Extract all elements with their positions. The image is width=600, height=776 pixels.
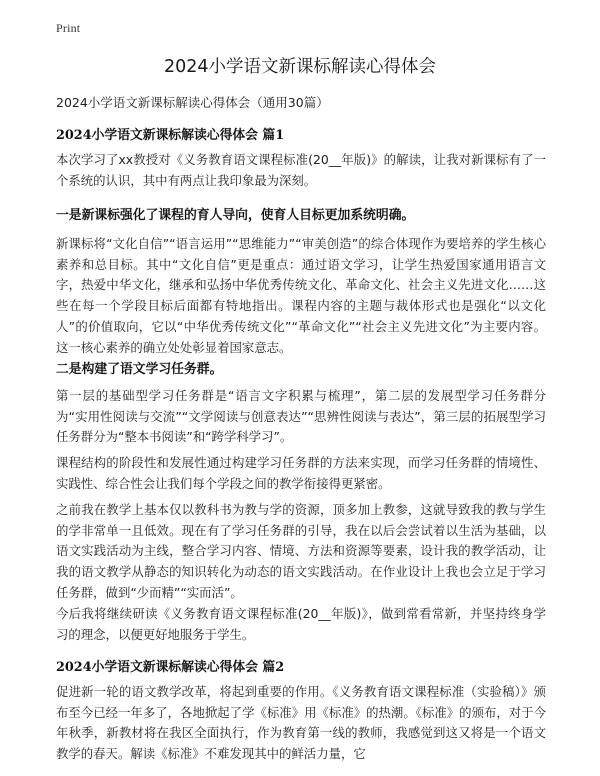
page-title: 2024小学语文新课标解读心得体会 [163,57,437,77]
point-heading-1: 一是新课标强化了课程的育人导向，使育人目标更加系统明确。 [56,208,415,223]
document-subtitle: 2024小学语文新课标解读心得体会（通用30篇） [56,95,329,110]
point-heading-2: 二是构建了语文学习任务群。 [56,362,223,377]
section-heading-2: 2024小学语文新课标解读心得体会 篇2 [56,660,285,675]
paragraph-closing: 今后我将继续研读《义务教育语文课程标准(20__年版)》，做到常看常新，并坚持终身学习的理念，以便更好地服务于学生。 [56,606,546,642]
paragraph-core-literacy: 新课标将“文化自信”“语言运用”“思维能力”“审美创造”的综合体现作为要培养的学生核心素养和总目标。其中“文化自信”更是重点：通过语文学习，让学生热爱国家通用语言文字，热爱中华文化，继承和弘扬中华优秀传统文化、革命文化、社会主义先进文化……这些在每一个学段目标后面都有特地指出。课程内容的主题与裁体形式也是强化“以文化人”的价值取向，它以“中华优秀传统文化”“革命文化”“社会主义先进文化”为主要内容。这一核心素养的确立处处彰显着国家意志。 [56,236,546,355]
print-label: Print [56,21,81,35]
paragraph-section2: 促进新一轮的语文教学改革，将起到重要的作用。《义务教育语文课程标准（实验稿）》颁布至今已经一年多了，各地掀起了学《标准》用《标准》的热潮。《标准》的颁布，对于今年秋季，新教材将在我区全面执行，作为教育第一线的教师，我感觉到这又将是一个语文教学的春天。解读《标准》不难发现其中的鲜活力量，它 [56,684,546,762]
paragraph-course-structure: 课程结构的阶段性和发展性通过构建学习任务群的方法来实现，而学习任务群的情境性、实践性、综合性会让我们每个学段之间的教学衔接得更紧密。 [56,455,546,491]
paragraph-teaching-reflection: 之前我在教学上基本仅以教科书为教与学的资源，顶多加上教参，这就导致我的教与学生的学非常单一且低效。现在有了学习任务群的引导，我在以后会尝试着以生活为基础，以语文实践活动为主线，整合学习内容、情境、方法和资源等要素，设计我的教学活动，让我的语文教学从静态的知识转化为动态的语文实践活动。在作业设计上我也会立足于学习任务群，做到“少而精”“实而活”。 [56,502,546,600]
paragraph-intro: 本次学习了xx教授对《义务教育语文课程标准(20__年版)》的解读，让我对新课标有了一个系统的认识，其中有两点让我印象最为深刻。 [56,152,546,188]
paragraph-task-groups: 第一层的基础型学习任务群是“语言文字积累与梳理”，第二层的发展型学习任务群分为“实用性阅读与交流”“文学阅读与创意表达”“思辨性阅读与表达”，第三层的拓展型学习任务群分为“整本书阅读”和“跨学科学习”。 [56,388,546,445]
section-heading-1: 2024小学语文新课标解读心得体会 篇1 [56,128,285,143]
